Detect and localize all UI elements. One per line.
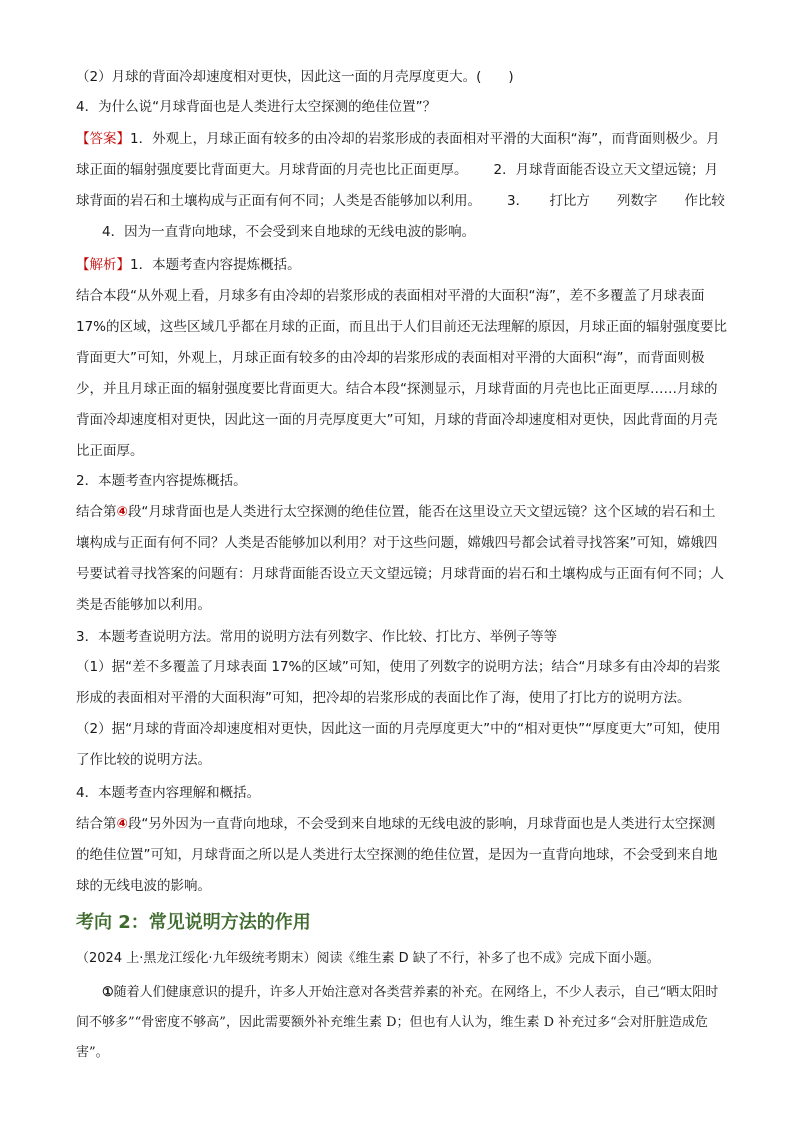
analysis-1-body: 结合本段“从外观上看，月球多有由冷却的岩浆形成的表面相对平滑的大面积“海”，差不多覆盖了月球表面17%的区域，这些区域几乎都在月球的正面，而且出于人们目前还无法理解的原因，月球正面的辐射强度要比背面更大”可知，外观上，月球正面有较多的由冷却的岩浆形成的表面相对平滑的大面积“海”，而背面则极少，并且月球正面的辐射强度要比背面更大。结合本段“探测显示，月球背面的月壳也比正面更厚……月球的背面冷却速度相对更快，因此这一面的月壳厚度更大”可知，月球的背面冷却速度相对更快，因此背面的月壳比正面厚。 <box>76 288 728 459</box>
paragraph-4-marker-2: ④ <box>116 816 128 832</box>
analysis-4-head: 4．本题考查内容理解和概括。 <box>76 785 261 801</box>
analysis-1-head-line <box>76 250 728 280</box>
analysis-4-body-pre: 结合第 <box>76 816 117 832</box>
analysis-4-body: 段“另外因为一直背向地球，不会受到来自地球的无线电波的影响，月球背面也是人类进行太空探测的绝佳位置”可知，月球背面之所以是人类进行太空探测的绝佳位置，是因为一直背向地球，不会受到来自地球的无线电波的影响。 <box>76 816 718 894</box>
analysis-3-sub2: （2）据“月球的背面冷却速度相对更快，因此这一面的月壳厚度更大”中的“相对更快”“厚度更大”可知，使用了作比较的说明方法。 <box>76 721 721 768</box>
analysis-2-body: 段“月球背面也是人类进行太空探测的绝佳位置，能否在这里设立天文望远镜？这个区域的岩石和土壤构成与正面有何不同？人类是否能够加以利用？对于这些问题，嫦娥四号都会试着寻找答案”可知，嫦娥四号要试着寻找答案的问题有：月球背面能否设立天文望远镜；月球背面的岩石和土壤构成与正面有何不同；人类是否能够加以利用。 <box>76 504 724 613</box>
analysis-2-head: 2．本题考查内容提炼概括。 <box>76 473 247 489</box>
section-heading: 考向 2：常见说明方法的作用 <box>76 912 311 933</box>
question-2-line: （2）月球的背面冷却速度相对更快，因此这一面的月壳厚度更大。( ) <box>76 69 514 85</box>
paragraph-4-marker: ④ <box>116 504 128 520</box>
analysis-3-sub1: （1）据“差不多覆盖了月球表面 17%的区域”可知，使用了列数字的说明方法；结合“月球多有由冷却的岩浆形成的表面相对平滑的大面积海”可知，把冷却的岩浆形成的表面比作了海，使用了打比方的说明方法。 <box>76 659 721 706</box>
analysis-label: 【解析】 <box>76 257 130 273</box>
passage-paragraph-1 <box>76 978 728 1068</box>
answer-1: 1．外观上，月球正面有较多的由冷却的岩浆形成的表面相对平滑的大面积“海”，而背面则极少。月球正面的辐射强度要比背面更大。月球背面的月壳也比正面更厚。 <box>76 131 720 178</box>
answer-3: 3． 打比方 列数字 作比较 <box>507 193 725 209</box>
question-4: 4．为什么说“月球背面也是人类进行太空探测的绝佳位置”？ <box>76 99 437 115</box>
analysis-2-body-block <box>76 497 728 621</box>
analysis-2-body-pre: 结合第 <box>76 504 117 520</box>
answer-2: 2．月球背面能否设立天文望远镜；月球背面的岩石和土壤构成与正面有何不同；人类是否能够加以利用。 <box>76 162 719 209</box>
passage-text: 随着人们健康意识的提升，许多人开始注意对各类营养素的补充。在网络上，不少人表示，自己“晒太阳时间不够多”“骨密度不够高”，因此需要额外补充维生素 D；但也有人认为，维生素 D 补充过多“会对肝脏造成危害”。 <box>76 985 719 1060</box>
analysis-1-head: 1．本题考查内容提炼概括。 <box>130 257 301 273</box>
passage-paragraph-marker: ① <box>102 985 114 1000</box>
analysis-4-body-block <box>76 809 728 902</box>
answer-4: 4．因为一直背向地球，不会受到来自地球的无线电波的影响。 <box>102 224 476 240</box>
answer-block <box>76 124 728 248</box>
source-line: （2024 上·黑龙江绥化·九年级统考期末）阅读《维生素 D 缺了不行，补多了也不成》完成下面小题。 <box>76 951 660 966</box>
analysis-3-head: 3．本题考查说明方法。常用的说明方法有列数字、作比较、打比方、举例子等等 <box>76 629 558 645</box>
answer-label: 【答案】 <box>76 131 130 147</box>
